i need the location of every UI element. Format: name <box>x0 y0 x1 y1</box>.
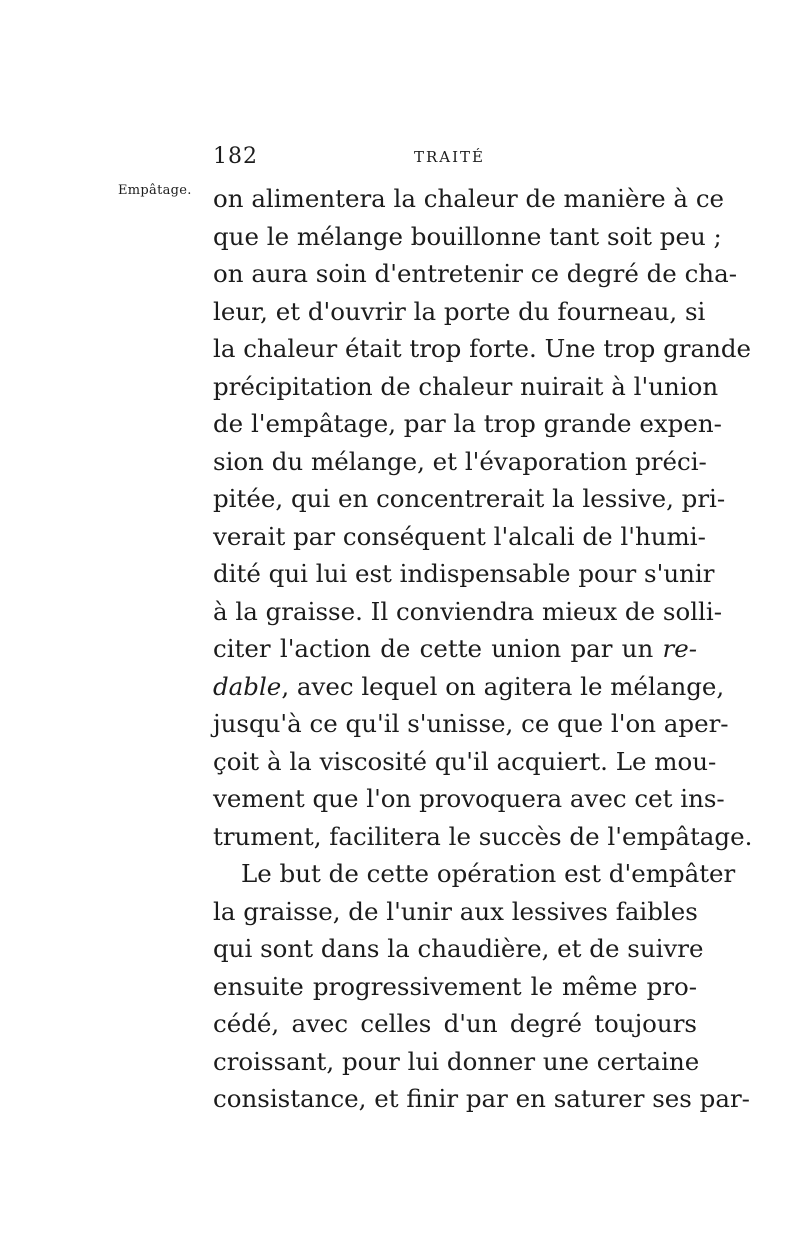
italic-word: dable <box>213 671 282 701</box>
body-text <box>213 180 753 1118</box>
text-line: on aura soin d'entretenir ce degré de cha- <box>213 259 737 288</box>
text-segment: citer l'action de cette union par un <box>213 634 654 663</box>
italic-word: re- <box>662 634 697 663</box>
text-line: de l'empâtage, par la trop grande expen- <box>213 409 722 438</box>
text-line: la chaleur était trop forte. Une trop grande <box>213 334 752 363</box>
text-line: jusqu'à ce qu'il s'unisse, ce que l'on aper- <box>213 709 729 738</box>
text-line: ensuite progressivement le même pro- <box>213 971 697 1001</box>
text-line: à la graisse. Il conviendra mieux de solli- <box>213 596 723 626</box>
text-line: que le mélange bouillonne tant soit peu ; <box>213 221 722 251</box>
text-line: çoit à la viscosité qu'il acquiert. Le mou- <box>213 746 717 776</box>
text-line: dité qui lui est indispensable pour s'unir <box>213 559 715 588</box>
text-line: consistance, et finir par en saturer ses par- <box>213 1084 750 1113</box>
text-line: pitée, qui en concentrerait la lessive, pri- <box>213 484 726 513</box>
margin-note: Empâtage. <box>118 183 192 198</box>
text-line: cédé, avec celles d'un degré toujours <box>213 1009 697 1038</box>
text-line: croissant, pour lui donner une certaine <box>213 1046 700 1076</box>
text-line: qui sont dans la chaudière, et de suivre <box>213 934 704 963</box>
text-line: sion du mélange, et l'évaporation préci- <box>213 446 707 476</box>
running-title: TRAITÉ <box>414 148 486 166</box>
text-line: vement que l'on provoquera avec cet ins- <box>213 784 725 813</box>
text-line: leur, et d'ouvrir la porte du fourneau, si <box>213 296 706 326</box>
text-line-with-italic <box>213 630 697 668</box>
text-line: la graisse, de l'unir aux lessives faibles <box>213 896 698 926</box>
text-line-with-italic: dable, avec lequel on agitera le mélange, <box>213 671 725 701</box>
text-line: on alimentera la chaleur de manière à ce <box>213 184 725 213</box>
text-line: précipitation de chaleur nuirait à l'union <box>213 371 719 401</box>
paragraph-start-line: Le but de cette opération est d'empâter <box>241 859 736 888</box>
text-segment: avec lequel on agitera le mélange, <box>296 671 725 701</box>
page-number: 182 <box>213 144 258 169</box>
text-line: verait par conséquent l'alcali de l'humi- <box>213 521 706 551</box>
text-line: trument, facilitera le succès de l'empâtage. <box>213 821 753 851</box>
